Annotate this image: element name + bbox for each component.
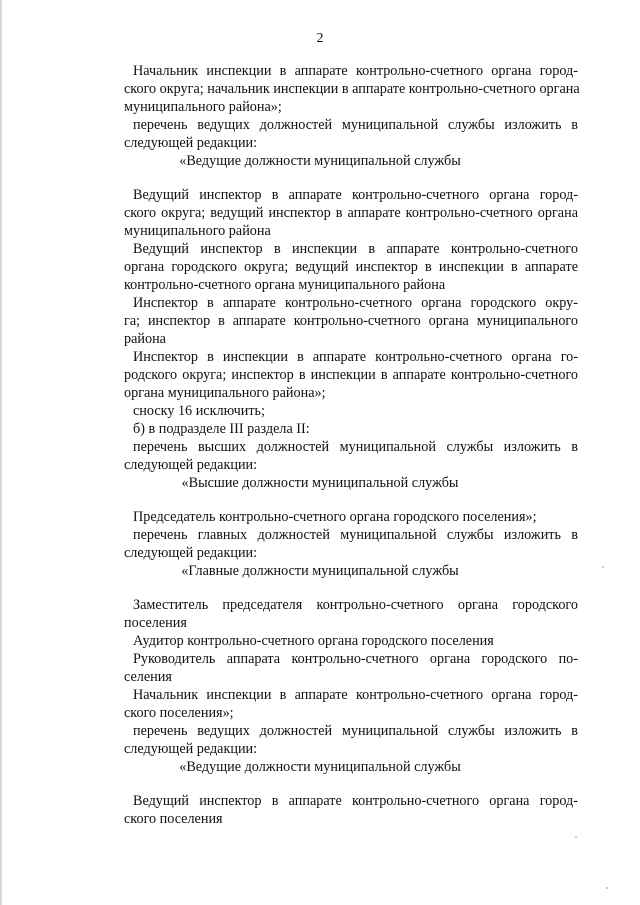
text-line: б) в подразделе III раздела II: bbox=[133, 421, 310, 437]
text-line: Начальник инспекции в аппарате контрольно-счетного органа город- bbox=[133, 687, 578, 703]
text-line: перечень ведущих должностей муниципальной службы изложить в bbox=[133, 723, 578, 739]
text-line: муниципального района»; bbox=[124, 99, 282, 115]
text-line: сноску 16 исключить; bbox=[133, 403, 265, 419]
text-line: Председатель контрольно-счетного органа городского поселения»; bbox=[133, 509, 537, 525]
scan-speck bbox=[606, 887, 608, 889]
text-line: органа муниципального района»; bbox=[124, 385, 326, 401]
text-line: органа городского округа; ведущий инспектор в инспекции в аппарате bbox=[124, 259, 578, 275]
text-line: Инспектор в аппарате контрольно-счетного органа городского окру- bbox=[133, 295, 578, 311]
text-line: Начальник инспекции в аппарате контрольно-счетного органа город- bbox=[133, 63, 578, 79]
text-line: Руководитель аппарата контрольно-счетного органа городского по- bbox=[133, 651, 578, 667]
scan-speck bbox=[602, 566, 604, 568]
text-line: перечень высших должностей муниципальной службы изложить в bbox=[133, 439, 578, 455]
text-line: га; инспектор в аппарате контрольно-счетного органа муниципального bbox=[124, 313, 578, 329]
text-line: перечень ведущих должностей муниципальной службы изложить в bbox=[133, 117, 578, 133]
scan-speck bbox=[575, 836, 577, 838]
text-line: муниципального района bbox=[124, 223, 271, 239]
page-number: 2 bbox=[316, 31, 324, 46]
text-line: Заместитель председателя контрольно-счетного органа городского bbox=[133, 597, 578, 613]
text-line: Ведущий инспектор в аппарате контрольно-счетного органа город- bbox=[133, 793, 578, 809]
section-heading: «Ведущие должности муниципальной службы bbox=[179, 153, 461, 169]
section-heading: «Ведущие должности муниципальной службы bbox=[179, 759, 461, 775]
text-line: Аудитор контрольно-счетного органа городского поселения bbox=[133, 633, 494, 649]
text-line: следующей редакции: bbox=[124, 457, 258, 473]
text-line: ского поселения»; bbox=[124, 705, 234, 721]
text-line: следующей редакции: bbox=[124, 545, 258, 561]
text-line: следующей редакции: bbox=[124, 741, 258, 757]
text-line: ского округа; ведущий инспектор в аппарате контрольно-счетного органа bbox=[124, 205, 578, 221]
text-line: родского округа; инспектор в инспекции в аппарате контрольно-счетного bbox=[124, 367, 578, 383]
text-line: перечень главных должностей муниципальной службы изложить в bbox=[133, 527, 578, 543]
text-line: селения bbox=[124, 669, 172, 685]
text-line: района bbox=[124, 331, 166, 347]
section-heading: «Высшие должности муниципальной службы bbox=[181, 475, 459, 491]
text-line: контрольно-счетного органа муниципального района bbox=[124, 277, 446, 293]
text-line: ского поселения bbox=[124, 811, 223, 827]
section-heading: «Главные должности муниципальной службы bbox=[181, 563, 459, 579]
text-line: Ведущий инспектор в инспекции в аппарате контрольно-счетного bbox=[133, 241, 578, 257]
text-line: Ведущий инспектор в аппарате контрольно-счетного органа город- bbox=[133, 187, 578, 203]
text-line: Инспектор в инспекции в аппарате контрольно-счетного органа го- bbox=[133, 349, 578, 365]
text-line: ского округа; начальник инспекции в аппарате контрольно-счетного органа bbox=[124, 81, 580, 97]
text-line: следующей редакции: bbox=[124, 135, 258, 151]
text-line: поселения bbox=[124, 615, 187, 631]
